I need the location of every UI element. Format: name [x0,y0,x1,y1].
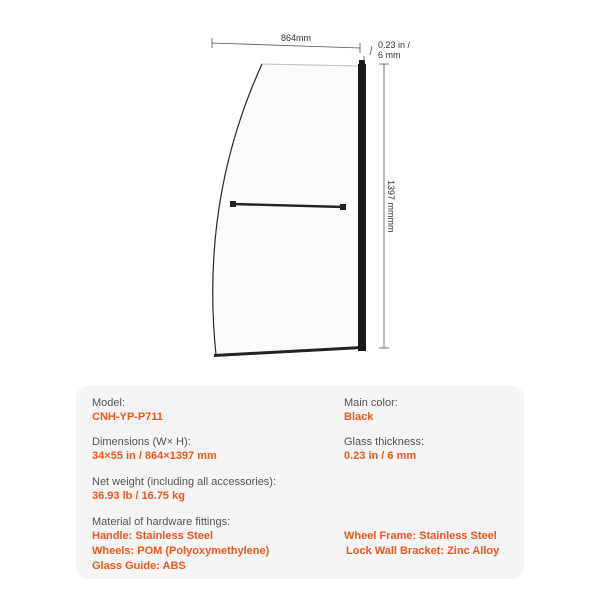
wall-profile [358,64,366,351]
spec-card [76,386,524,579]
thickness-label-line1: 0.23 in / [378,40,411,50]
width-dimension-label: 864mm [281,33,312,43]
thickness-label-line2: 6 mm [378,50,401,61]
model-label: Model: [92,397,126,409]
main-color-label: Main color: [344,397,398,409]
glass-thickness-label: Glass thickness: [344,436,425,448]
height-dimension-label: 1397 mmmm [386,180,396,233]
net-weight-label: Net weight (including all accessories): [92,476,277,488]
dimensions-value: 34×55 in / 864×1397 mm [92,450,217,462]
glass-thickness-value: 0.23 in / 6 mm [344,450,417,462]
model-value: CNH-YP-P711 [92,411,163,423]
lock-wall-bracket-material: Lock Wall Bracket: Zinc Alloy [346,545,500,557]
wheel-frame-material: Wheel Frame: Stainless Steel [344,530,497,542]
glass-panel [213,64,360,355]
glass-guide-material: Glass Guide: ABS [92,560,186,572]
thickness-dimension-label [378,40,424,61]
dimensions-label: Dimensions (W× H): [92,436,191,448]
main-color-value: Black [344,411,374,423]
thickness-marker [364,46,372,62]
net-weight-value: 36.93 lb / 16.75 kg [92,490,185,502]
wheels-material: Wheels: POM (Polyoxymethylene) [92,545,270,557]
handle-material: Handle: Stainless Steel [92,530,214,542]
material-label: Material of hardware fittings: [92,516,231,528]
